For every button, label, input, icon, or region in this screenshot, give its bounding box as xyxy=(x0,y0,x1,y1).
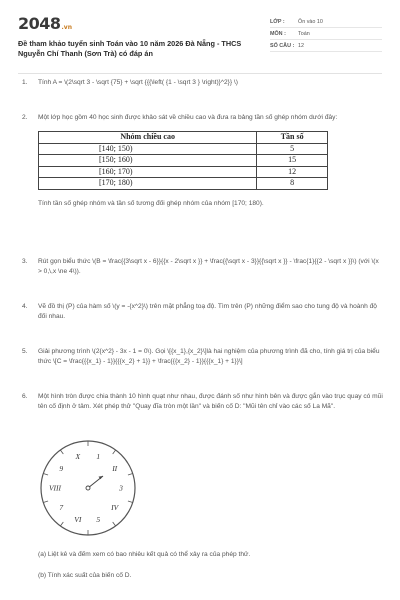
logo-text: 2048 xyxy=(18,14,61,33)
meta-label: SỐ CÂU : xyxy=(270,42,295,49)
question-text: Một hình tròn được chia thành 10 hình quạt như nhau, được đánh số như hình bên và được gắn vào trục quay có mũi tên cố định ở tâm. Xét phép thử "Quay đĩa tròn một lần" và biến cố D: "Mũi tên chỉ vào các số La Mã". xyxy=(38,393,383,410)
wheel-label: 9 xyxy=(59,464,64,474)
question-5 xyxy=(18,347,384,367)
meta-value: 12 xyxy=(298,42,304,49)
table-cell-frequency: 12 xyxy=(257,166,328,178)
question-text: Rút gọn biểu thức \(B = \frac{{3\sqrt x - 6}}{{x - 2\sqrt x }} + \frac{{\sqrt x - 3}}{{\sqrt x }} - \frac{1}{{2 - \sqrt x }}\) (với \(x > 0,\,x \ne 4\)). xyxy=(38,258,379,275)
question-number: 2. xyxy=(22,114,28,121)
header-left xyxy=(18,14,256,59)
meta-row-subject xyxy=(270,28,382,40)
wheel-label: 3 xyxy=(119,483,123,493)
table-row xyxy=(39,178,328,190)
question-text: Một lớp học gồm 40 học sinh được khảo sát về chiều cao và đưa ra bảng tần số ghép nhóm dưới đây: xyxy=(38,114,338,121)
wheel-label: 1 xyxy=(96,452,101,462)
table-cell-frequency: 15 xyxy=(257,155,328,167)
question-text: Vẽ đồ thị (P) của hàm số \(y = -{x^2}\) trên mặt phẳng toạ độ. Tìm trên (P) những điểm sao cho tung độ và hoành độ đối nhau. xyxy=(38,303,377,320)
table-row xyxy=(39,143,328,155)
table-row xyxy=(39,166,328,178)
question-number: 6. xyxy=(22,393,28,400)
subquestion-a xyxy=(18,550,384,560)
question-2 xyxy=(18,113,384,209)
table-cell-group: [170; 180) xyxy=(39,178,257,190)
meta-value: Toán xyxy=(298,30,310,37)
question-1 xyxy=(18,78,384,88)
question-3 xyxy=(18,257,384,277)
wheel-label: X xyxy=(75,452,81,462)
logo-domain: .vn xyxy=(61,24,72,31)
frequency-table xyxy=(38,131,328,190)
meta-row-class xyxy=(270,16,382,28)
question-text: Giải phương trình \(2{x^2} - 3x - 1 = 0\). Gọi \[{x_1},{x_2}\]là hai nghiệm của phương trình đã cho, tính giá trị của biểu thức \[C = \frac{{{x_1} - 1}}{{{x_2} + 1}} + \frac{{{x_2} - 1}}{{{x_1} + 1}}\] xyxy=(38,348,380,365)
question-text: Tính A = \(2\sqrt 3 - \sqrt {75} + \sqrt {{{\left( {1 - \sqrt 3 } \right)}^2}} \) xyxy=(38,79,238,86)
meta-label: LỚP : xyxy=(270,18,285,25)
question-4 xyxy=(18,302,384,322)
spinner-wheel xyxy=(38,438,138,538)
table-header-group: Nhóm chiều cao xyxy=(39,132,257,144)
table-cell-group: [150; 160) xyxy=(39,155,257,167)
question-6 xyxy=(18,392,384,412)
meta-box xyxy=(270,16,382,52)
site-logo[interactable] xyxy=(18,14,256,33)
question-number: 4. xyxy=(22,303,28,310)
table-question: Tính tần số ghép nhóm và tần số tương đối ghép nhóm của nhóm [170; 180). xyxy=(38,199,264,207)
table-cell-group: [140; 150) xyxy=(39,143,257,155)
table-header-row xyxy=(39,132,328,144)
table-cell-group: [160; 170) xyxy=(39,166,257,178)
document-header xyxy=(18,14,382,74)
table-cell-frequency: 5 xyxy=(257,143,328,155)
wheel-label: 7 xyxy=(59,502,64,512)
question-number: 3. xyxy=(22,258,28,265)
meta-row-count xyxy=(270,40,382,52)
wheel-label: IV xyxy=(111,502,119,512)
question-number: 5. xyxy=(22,348,28,355)
document-title: Đề tham khảo tuyển sinh Toán vào 10 năm 2026 Đà Nẵng - THCS Nguyễn Chí Thanh (Sơn Trà) có đáp án xyxy=(18,39,242,58)
meta-label: MÔN : xyxy=(270,30,286,37)
table-cell-frequency: 8 xyxy=(257,178,328,190)
table-row xyxy=(39,155,328,167)
wheel-label: II xyxy=(112,464,118,474)
subquestion-text: (a) Liệt kê và đếm xem có bao nhiêu kết quả có thể xảy ra của phép thử. xyxy=(38,551,251,558)
subquestion-text: (b) Tính xác suất của biến cố D. xyxy=(38,572,132,579)
table-header-frequency: Tần số xyxy=(257,132,328,144)
wheel-label: VIII xyxy=(48,483,62,493)
meta-value: Ôn vào 10 xyxy=(298,18,323,25)
wheel-label: VI xyxy=(74,514,82,524)
question-number: 1. xyxy=(22,79,28,86)
wheel-label: 5 xyxy=(96,514,101,524)
subquestion-b xyxy=(18,571,384,581)
